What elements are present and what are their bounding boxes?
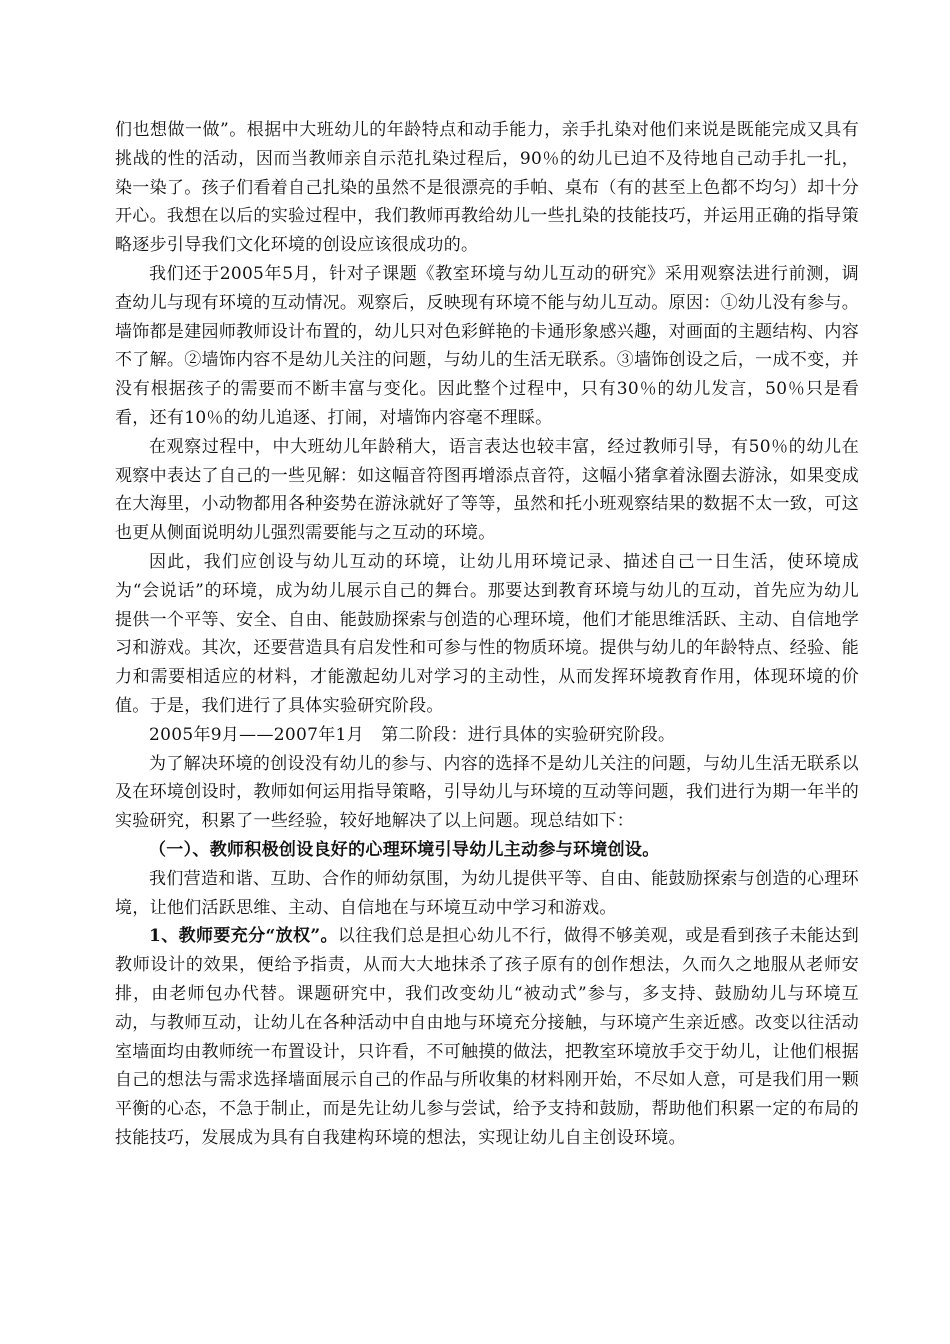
paragraph-solution: 为了解决环境的创设没有幼儿的参与、内容的选择不是幼儿关注的问题，与幼儿生活无联系以及在环境创设时，教师如何运用指导策略，引导幼儿与环境的互动等问题，我们进行为期一年半的实验研究，积累了一些经验，较好地解决了以上问题。现总结如下： bbox=[115, 753, 859, 832]
paragraph-continuation: 们也想做一做”。根据中大班幼儿的年龄特点和动手能力，亲手扎染对他们来说是既能完成又具有挑战的性的活动，因而当教师亲自示范扎染过程后，90％的幼儿已迫不及待地自己动手扎一扎，染一染了。孩子们看着自己扎染的虽然不是很漂亮的手帕、桌布（有的甚至上色都不均匀）却十分开心。我想在以后的实验过程中，我们教师再教给幼儿一些扎染的技能技巧，并运用正确的指导策略逐步引导我们文化环境的创设应该很成功的。 bbox=[115, 120, 859, 256]
document-page bbox=[115, 116, 859, 1153]
paragraph-therefore: 因此，我们应创设与幼儿互动的环境，让幼儿用环境记录、描述自己一日生活，使环境成为“会说话”的环境，成为幼儿展示自己的舞台。那要达到教育环境与幼儿的互动，首先应为幼儿提供一个平等、安全、自由、能鼓励探索与创造的心理环境，他们才能思维活跃、主动、自信地学习和游戏。其次，还要营造具有启发性和可参与性的物质环境。提供与幼儿的年龄特点、经验、能力和需要相适应的材料，才能激起幼儿对学习的主动性，从而发挥环境教育作用，体现环境的价值。于是，我们进行了具体实验研究阶段。 bbox=[115, 551, 859, 716]
section-heading: （一）、教师积极创设良好的心理环境引导幼儿主动参与环境创设。 bbox=[149, 839, 660, 860]
paragraph-stage-two: 2005年9月——2007年1月 第二阶段：进行具体的实验研究阶段。 bbox=[149, 724, 676, 745]
paragraph-atmosphere: 我们营造和谐、互助、合作的师幼氛围，为幼儿提供平等、自由、能鼓励探索与创造的心理环境，让他们活跃思维、主动、自信地在与环境互动中学习和游戏。 bbox=[115, 868, 859, 918]
paragraph-empower-body: 以往我们总是担心幼儿不行，做得不够美观，或是看到孩子未能达到教师设计的效果，便给予指责，从而大大地抹杀了孩子原有的创作想法，久而久之地服从老师安排，由老师包办代替。课题研究中，我们改变幼儿“被动式”参与，多支持、鼓励幼儿与环境互动，与教师互动，让幼儿在各种活动中自由地与环境充分接触，与环境产生亲近感。改变以往活动室墙面均由教师统一布置设计，只许看，不可触摸的做法，把教室环境放手交于幼儿，让他们根据自己的想法与需求选择墙面展示自己的作品与所收集的材料刚开始，不尽如人意，可是我们用一颗平衡的心态，不急于制止，而是先让幼儿参与尝试，给予支持和鼓励，帮助他们积累一定的布局的技能技巧，发展成为具有自我建构环境的想法，实现让幼儿自主创设环境。 bbox=[115, 926, 859, 1148]
paragraph-observation: 在观察过程中，中大班幼儿年龄稍大，语言表达也较丰富，经过教师引导，有50％的幼儿在观察中表达了自己的一些见解：如这幅音符图再增添点音符，这幅小猪拿着泳圈去游泳，如果变成在大海里，小动物都用各种姿势在游泳就好了等等，虽然和托小班观察结果的数据不太一致，可这也更从侧面说明幼儿强烈需要能与之互动的环境。 bbox=[115, 436, 859, 544]
paragraph-empower bbox=[115, 922, 859, 1152]
paragraph-pretest: 我们还于2005年5月，针对子课题《教室环境与幼儿互动的研究》采用观察法进行前测，调查幼儿与现有环境的互动情况。观察后，反映现有环境不能与幼儿互动。原因：①幼儿没有参与。墙饰都是建园师教师设计布置的，幼儿只对色彩鲜艳的卡通形象感兴趣，对画面的主题结构、内容不了解。②墙饰内容不是幼儿关注的问题，与幼儿的生活无联系。③墙饰创设之后，一成不变，并没有根据孩子的需要而不断丰富与变化。因此整个过程中，只有30％的幼儿发言，50％只是看看，还有10％的幼儿追逐、打闹，对墙饰内容毫不理睬。 bbox=[115, 263, 859, 428]
paragraph-empower-lead: 1、教师要充分“放权”。 bbox=[149, 926, 338, 947]
